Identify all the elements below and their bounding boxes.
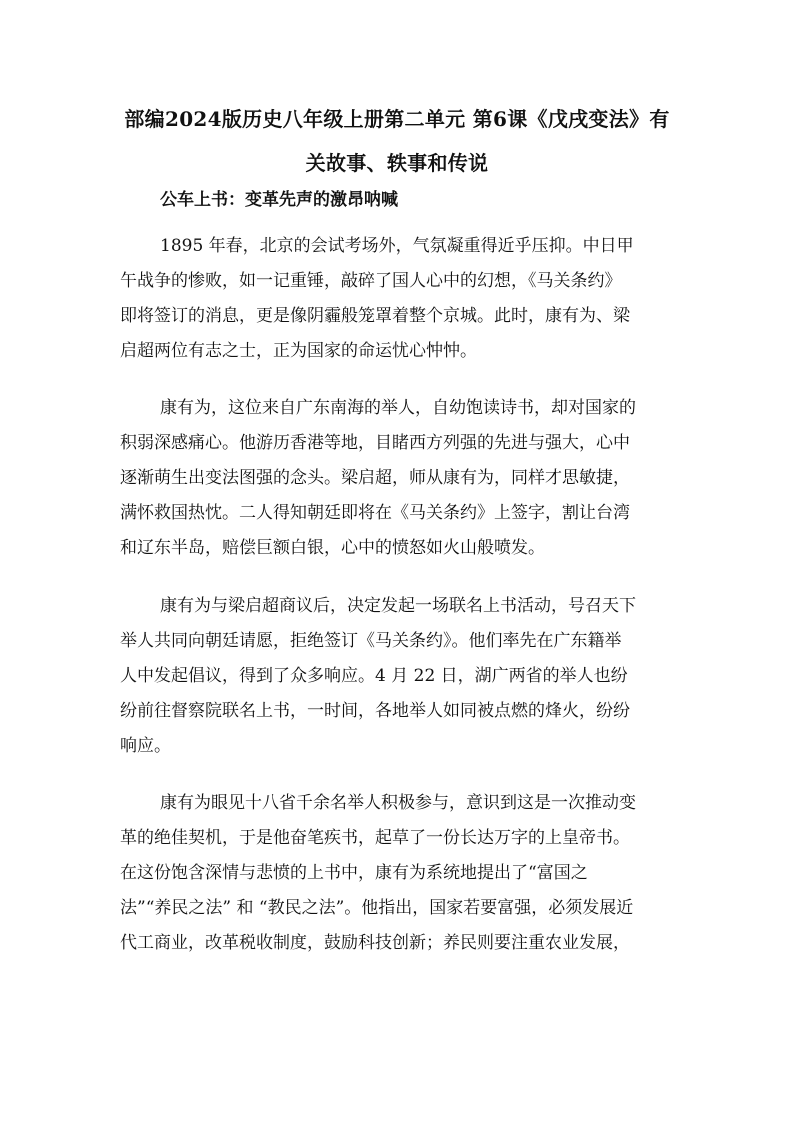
paragraph-2-line-2: 积弱深感痛心。他游历香港等地，目睹西方列强的先进与强大，心中	[120, 433, 630, 453]
paragraph-3-line-4: 纷前往督察院联名上书，一时间，各地举人如同被点燃的烽火，纷纷	[120, 701, 630, 721]
paragraph-3-line-1: 康有为与梁启超商议后，决定发起一场联名上书活动，号召天下	[160, 596, 636, 616]
paragraph-1-line-2: 午战争的惨败，如一记重锤，敲碎了国人心中的幻想，《马关条约》	[120, 271, 622, 291]
paragraph-4-line-3: 在这份饱含深情与悲愤的上书中，康有为系统地提出了“富国之	[120, 863, 588, 883]
paragraph-4-line-4: 法”“养民之法” 和 “教民之法”。他指出，国家若要富强，必须发展近	[120, 898, 634, 918]
paragraph-4-line-5: 代工商业，改革税收制度，鼓励科技创新；养民则要注重农业发展，	[120, 933, 630, 953]
section-heading: 公车上书：变革先声的激昂呐喊	[160, 190, 398, 210]
document-title-line-2: 关故事、轶事和传说	[305, 151, 489, 175]
paragraph-2-line-3: 逐渐萌生出变法图强的念头。梁启超，师从康有为，同样才思敏捷，	[120, 468, 630, 488]
paragraph-3-line-5: 响应。	[120, 736, 171, 756]
paragraph-4-line-2: 革的绝佳契机，于是他奋笔疾书，起草了一份长达万字的上皇帝书。	[120, 828, 630, 848]
paragraph-2-line-1: 康有为，这位来自广东南海的举人，自幼饱读诗书，却对国家的	[160, 398, 636, 418]
paragraph-3-line-2: 举人共同向朝廷请愿，拒绝签订《马关条约》。他们率先在广东籍举	[120, 631, 622, 651]
document-title-line-1: 部编2024版历史八年级上册第二单元 第6课《戊戌变法》有	[124, 107, 670, 131]
paragraph-1-line-4: 启超两位有志之士，正为国家的命运忧心忡忡。	[120, 341, 477, 361]
paragraph-1-line-1: 1895 年春，北京的会试考场外，气氛凝重得近乎压抑。中日甲	[160, 236, 634, 256]
paragraph-3-line-3: 人中发起倡议，得到了众多响应。4 月 22 日，湖广两省的举人也纷	[120, 666, 628, 686]
paragraph-2-line-4: 满怀救国热忱。二人得知朝廷即将在《马关条约》上签字，割让台湾	[120, 503, 630, 523]
paragraph-4-line-1: 康有为眼见十八省千余名举人积极参与，意识到这是一次推动变	[160, 793, 636, 813]
paragraph-2-line-5: 和辽东半岛，赔偿巨额白银，心中的愤怒如火山般喷发。	[120, 538, 545, 558]
paragraph-1-line-3: 即将签订的消息，更是像阴霾般笼罩着整个京城。此时，康有为、梁	[120, 306, 630, 326]
